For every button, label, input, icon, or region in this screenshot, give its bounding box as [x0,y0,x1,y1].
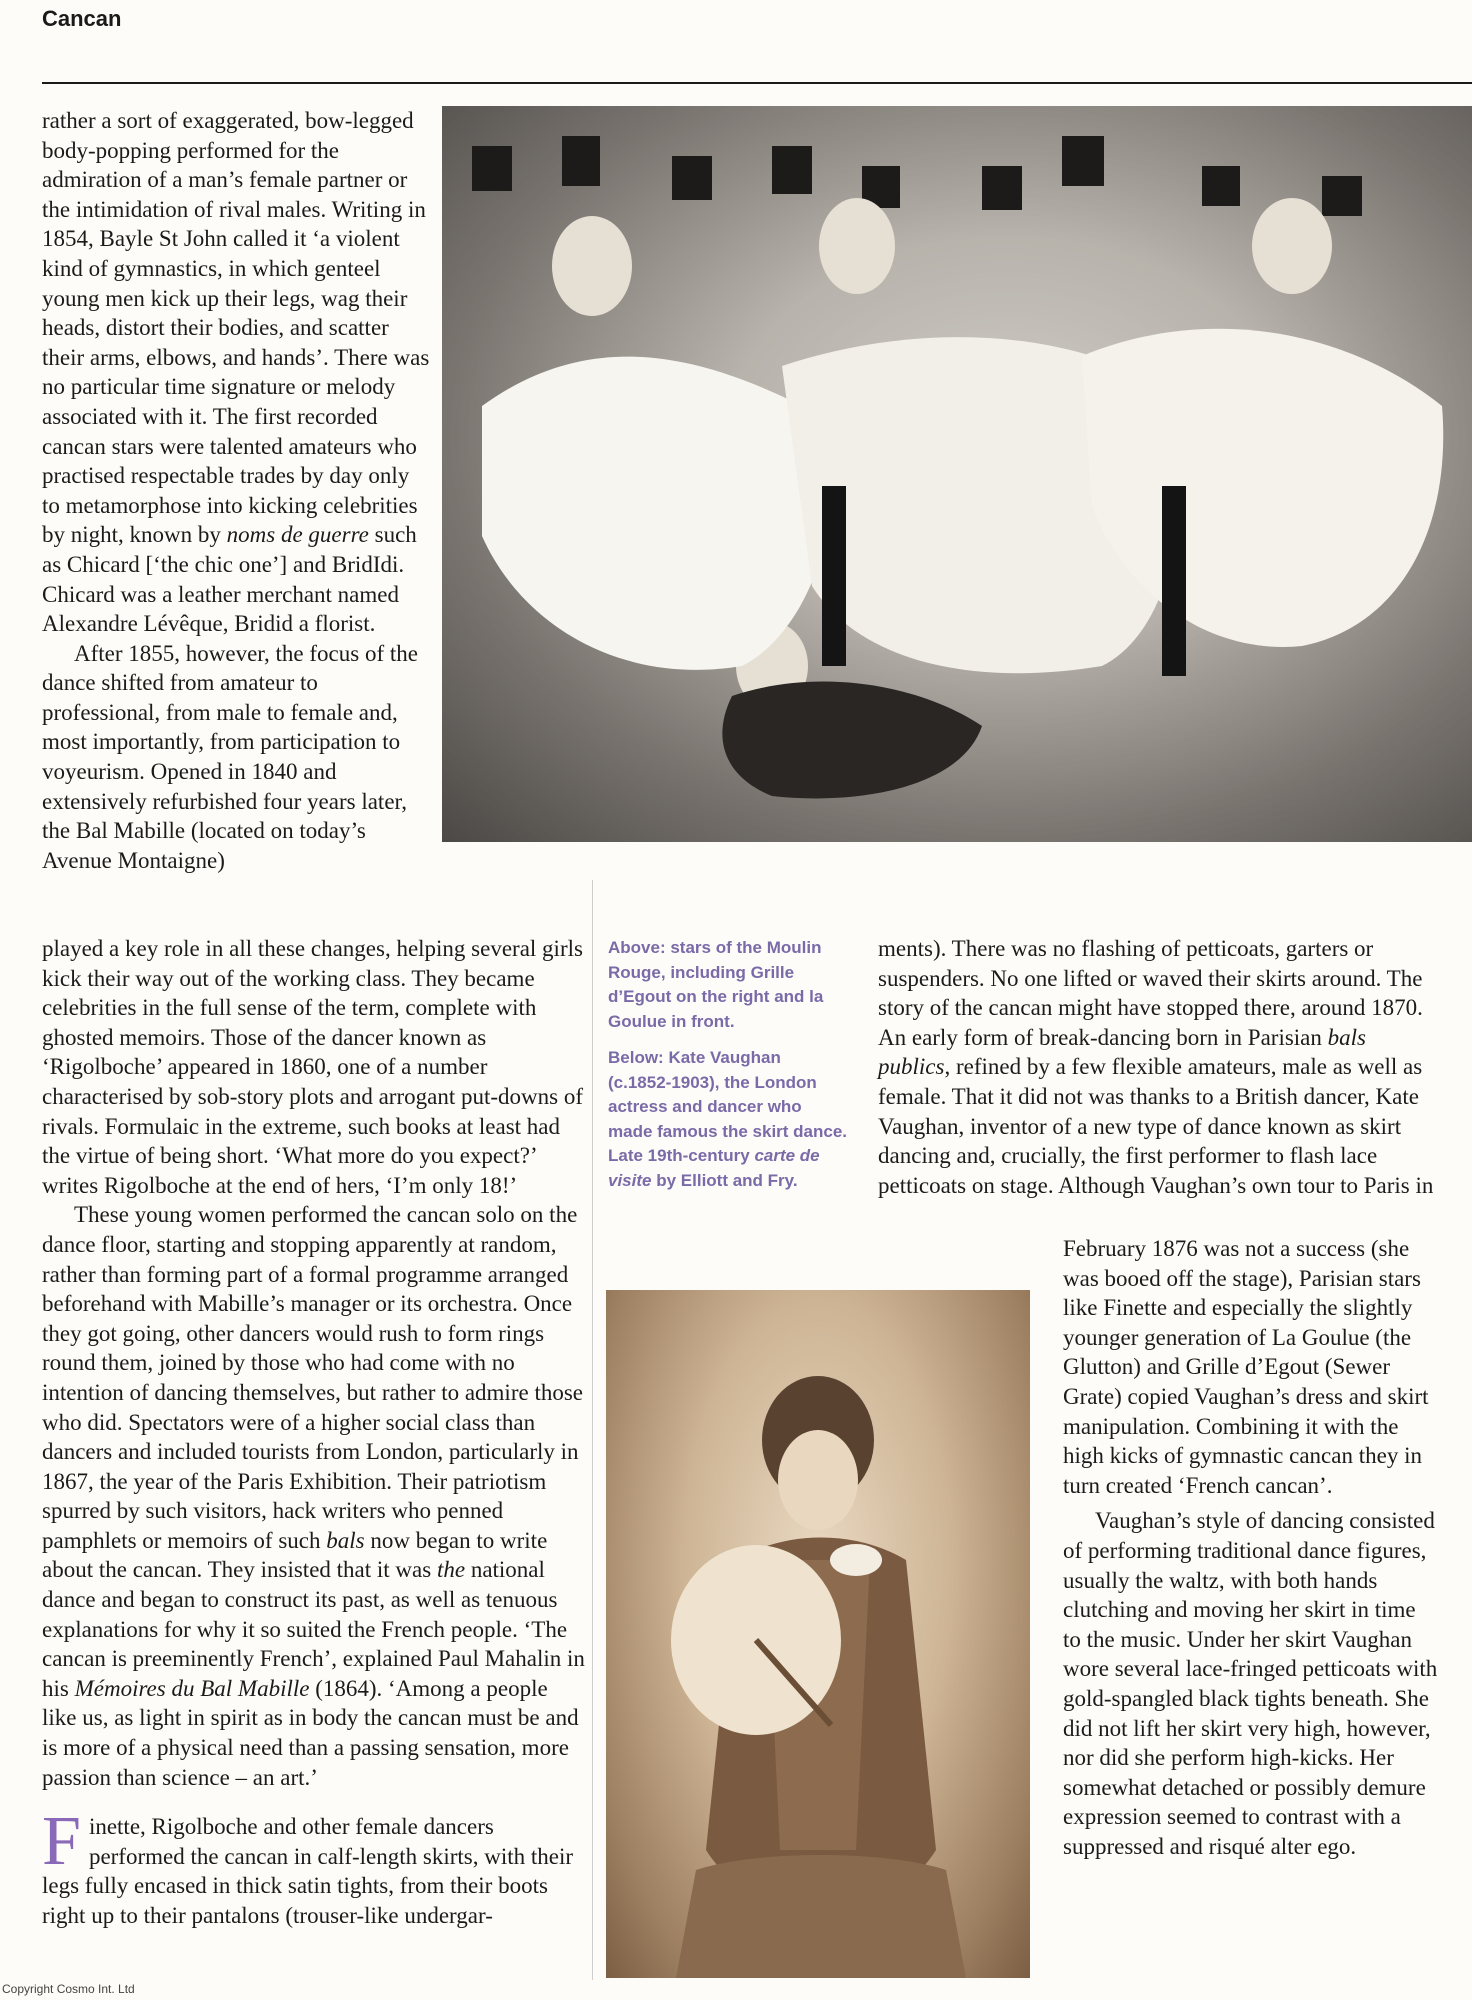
paragraph: played a key role in all these changes, helping several girls kick their way out of the working class. They became celebrities in the full sense of the term, complete with ghosted memoirs. Those of the dancer known as ‘Rigolboche’ appeared in 1860, one of a number characterised by sob-story plots and arrogant put-downs of rivals. Formulaic in the extreme, such books at least had the virtue of being short. ‘What more do you expect?’ writes Rigolboche at the end of hers, ‘I’m only 18!’ [42,936,583,1198]
header-rule [42,82,1472,84]
paragraph: ments). There was no flashing of petticoats, garters or suspenders. No one lifted or waved their skirts around. The story of the cancan might have stopped there, around 1870. An early form of break-dancing born in Parisian bals publics, refined by a few flexible amateurs, male as well as female. That it did not was thanks to a British dancer, Kate Vaughan, inventor of a new type of dance known as skirt dancing and, crucially, the first performer to flash lace petticoats on stage. Although Vaughan’s own tour to Paris in [878,936,1434,1198]
paragraph: rather a sort of exaggerated, bow-legged body-popping performed for the admiration of a man’s female partner or the intimidation of rival males. Writing in 1854, Bayle St John called it ‘a violent kind of gymnastics, in which genteel young men kick up their legs, wag their heads, distort their bodies, and scatter their arms, elbows, and hands’. There was no particular time signature or melody associated with it. The first recorded cancan stars were talented amateurs who practised respectable trades by day only to metamorphose into kicking celebrities by night, known by noms de guerre such as Chicard [‘the chic one’] and BridIdi. Chicard was a leather merchant named Alexandre Lévêque, Bridid a florist. [42,108,430,637]
paragraph: Vaughan’s style of dancing consisted of performing traditional dance figures, usually the waltz, with both hands clutching and moving her skirt in time to the music. Under her skirt Vaughan wore several lace-fringed petticoats with gold-spangled black tights beneath. She did not lift her skirt very high, however, nor did she perform high-kicks. Her somewhat detached or possibly demure expression seemed to contrast with a suppressed and risqué alter ego. [1063,1508,1438,1859]
column-divider [592,880,593,1980]
paragraph: February 1876 was not a success (she was booed off the stage), Parisian stars like Finette and especially the slightly younger generation of La Goulue (the Glutton) and Grille d’Egout (Sewer Grate) copied Vaughan’s dress and skirt manipulation. Combining it with the high kicks of gymnastic cancan they in turn created ‘French cancan’. [1063,1236,1429,1498]
caption-below: Below: Kate Vaughan (c.1852-1903), the London actress and dancer who made famous the skirt dance. Late 19th-century carte de visite by Elliott and Fry. [608,1048,848,1190]
caption-above: Above: stars of the Moulin Rouge, including Grille d’Egout on the right and la Goulue in front. [608,938,824,1031]
middle-column [42,934,586,1931]
photo-captions [608,936,848,1205]
left-column-top [42,106,430,875]
kate-vaughan-portrait [606,1290,1030,1978]
paragraph: These young women performed the cancan solo on the dance floor, starting and stopping apparently at random, rather than forming part of a formal programme arranged beforehand with Mabille’s manager or its orchestra. Once they got going, other dancers would rush to form rings round them, joined by those who had come with no intention of dancing themselves, but rather to admire those who did. Spectators were of a higher social class than dancers and included tourists from London, particularly in 1867, the year of the Paris Exhibition. Their patriotism spurred by such visitors, hack writers who penned pamphlets or memoirs of such bals now began to write about the cancan. They insisted that it was the national dance and began to construct its past, as well as tenuous explanations for why it so suited the French people. ‘The cancan is preeminently French’, explained Paul Mahalin in his Mémoires du Bal Mabille (1864). ‘Among a people like us, as light in spirit as in body the cancan must be and is more of a physical need than a passing sensation, more passion than science – an art.’ [42,1202,585,1790]
photo-moulin-rouge-dancers [442,106,1472,842]
section-label: Cancan [42,6,122,31]
right-column-bottom [1063,1234,1438,1861]
copyright-notice: Copyright Cosmo Int. Ltd [2,1982,135,1996]
paragraph: After 1855, however, the focus of the dance shifted from amateur to professional, from male to female and, most importantly, from participation to voyeurism. Opened in 1840 and extensively refurbished four years later, the Bal Mabille (located on today’s Avenue Montaigne) [42,640,418,873]
paragraph: Finette, Rigolboche and other female dancers performed the cancan in calf-length skirts, with their legs fully encased in thick satin tights, from their boots right up to their pantalons (trouser-like undergar- [42,1803,574,1928]
right-column-top [878,934,1438,1200]
photo-kate-vaughan [606,1290,1030,1978]
dancers-illustration [442,106,1472,842]
drop-cap: F [42,1803,81,1881]
